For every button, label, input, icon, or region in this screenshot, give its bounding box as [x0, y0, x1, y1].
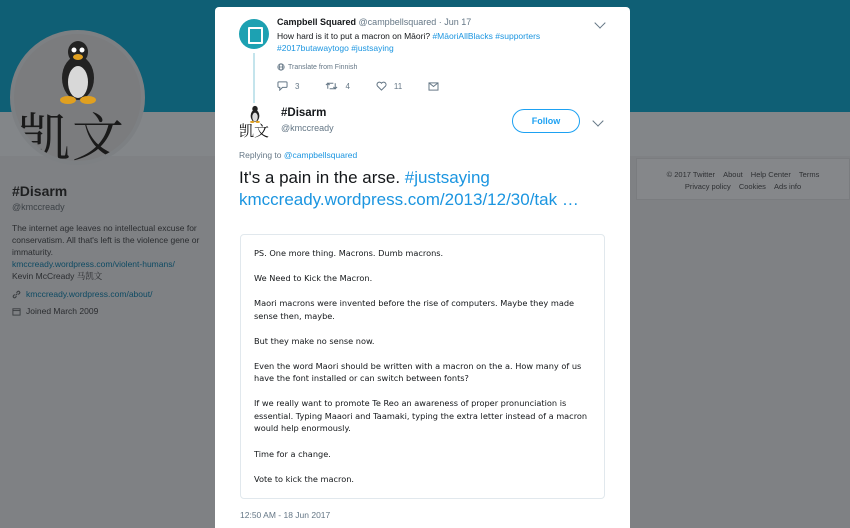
footer-cookies[interactable]: Cookies: [738, 182, 766, 191]
avatar-characters: 凯文: [18, 109, 127, 165]
retweet-button[interactable]: [325, 81, 349, 91]
footer-help[interactable]: Help Center: [750, 170, 791, 179]
bio-link[interactable]: kmccready.wordpress.com/violent-humans/: [12, 259, 175, 269]
card-paragraph: We Need to Kick the Macron.: [254, 273, 373, 284]
quoted-author-avatar[interactable]: [239, 19, 269, 49]
card-paragraph: Even the word Maori should be written with a macron on the a. How many of us have the font installed or can switch between fonts?: [254, 360, 582, 384]
profile-sidebar: [12, 183, 212, 316]
tweet-author-name[interactable]: #Disarm: [281, 107, 327, 119]
replying-mention[interactable]: @campbellsquared: [283, 150, 358, 160]
tweet-timestamp[interactable]: 12:50 AM - 18 Jun 2017: [240, 510, 331, 520]
card-paragraph: Vote to kick the macron.: [254, 473, 355, 484]
like-button[interactable]: [376, 81, 402, 91]
replying-prefix: Replying to: [239, 150, 284, 160]
tweet-text-main: It's a pain in the arse.: [239, 168, 405, 187]
replying-to: [239, 150, 357, 160]
card-paragraph: PS. One more thing. Macrons. Dumb macrons.: [254, 248, 444, 258]
quoted-hashtags-2[interactable]: #2017butawaytogo #justsaying: [277, 43, 394, 53]
profile-joined: [12, 306, 212, 316]
tweet-modal: [215, 7, 630, 528]
card-paragraph: Time for a change.: [254, 448, 331, 459]
follow-button[interactable]: Follow: [512, 109, 580, 133]
reply-icon: [277, 81, 288, 91]
tweet-menu-chevron-icon[interactable]: [592, 115, 603, 126]
profile-name[interactable]: #Disarm: [12, 183, 68, 199]
footer-privacy[interactable]: Privacy policy: [684, 182, 731, 191]
tweet-link[interactable]: kmccready.wordpress.com/2013/12/30/tak …: [239, 190, 579, 209]
card-paragraph: But they make no sense now.: [254, 335, 375, 346]
joined-date: Joined March 2009: [26, 306, 99, 316]
mini-avatar-characters: 凯文: [239, 122, 270, 139]
calendar-icon: [12, 307, 21, 316]
footer-terms[interactable]: Terms: [798, 170, 820, 179]
card-paragraph: If we really want to promote Te Reo an awareness of proper pronunciation is essential. Typing Maaori and Taamaki, typing the extra letter instead of a macron would help enormously.: [254, 398, 588, 434]
tweet-text: [239, 167, 609, 211]
footer-copyright: © 2017 Twitter: [666, 170, 715, 179]
footer-links: [636, 158, 850, 200]
tweet-author-handle[interactable]: @kmccready: [281, 123, 334, 133]
card-paragraph: Maori macrons were invented before the rise of computers. Maybe they made sense then, maybe.: [254, 298, 575, 321]
heart-icon: [376, 81, 387, 91]
quoted-author-handle[interactable]: @campbellsquared: [358, 17, 437, 27]
profile-bio: [12, 222, 212, 282]
tweet-author-avatar[interactable]: [239, 105, 273, 139]
globe-icon: [277, 63, 285, 71]
like-count: 11: [393, 81, 403, 91]
quoted-author-name[interactable]: Campbell Squared: [277, 17, 357, 27]
quoted-tweet-date[interactable]: · Jun 17: [438, 17, 472, 27]
quoted-hashtags-1[interactable]: #MāoriAllBlacks #supporters: [432, 31, 541, 41]
thread-line: [253, 53, 255, 103]
website-link[interactable]: kmccready.wordpress.com/about/: [26, 289, 153, 299]
reply-count: 3: [295, 81, 300, 91]
link-card[interactable]: [240, 234, 605, 499]
link-icon: [12, 290, 21, 299]
footer-ads[interactable]: Ads info: [774, 182, 802, 191]
translate-link[interactable]: [277, 63, 357, 71]
quoted-tweet-text: [277, 30, 577, 54]
tweet-hashtag[interactable]: #justsaying: [404, 168, 490, 187]
message-button[interactable]: [428, 81, 439, 91]
quoted-tweet-menu-chevron-icon[interactable]: [594, 17, 605, 28]
reply-button[interactable]: [277, 81, 299, 91]
retweet-count: 4: [345, 81, 350, 91]
envelope-icon: [428, 82, 439, 91]
profile-website: [12, 289, 212, 299]
footer-about[interactable]: About: [723, 170, 743, 179]
bio-text: The internet age leaves no intellectual excuse for conservatism. All that's left is the violence gene or immaturity.: [12, 223, 200, 257]
retweet-icon: [325, 81, 338, 91]
quoted-text-lead: How hard is it to put a macron on Māori?: [277, 31, 433, 41]
bio-author: Kevin McCready 马凯文: [12, 271, 103, 281]
quoted-tweet-actions: [277, 81, 465, 91]
penguin-icon: [54, 38, 102, 104]
quoted-tweet-header: [277, 17, 471, 27]
translate-label: Translate from Finnish: [288, 63, 358, 71]
profile-avatar[interactable]: [10, 30, 145, 165]
profile-handle[interactable]: @kmccready: [12, 202, 65, 212]
